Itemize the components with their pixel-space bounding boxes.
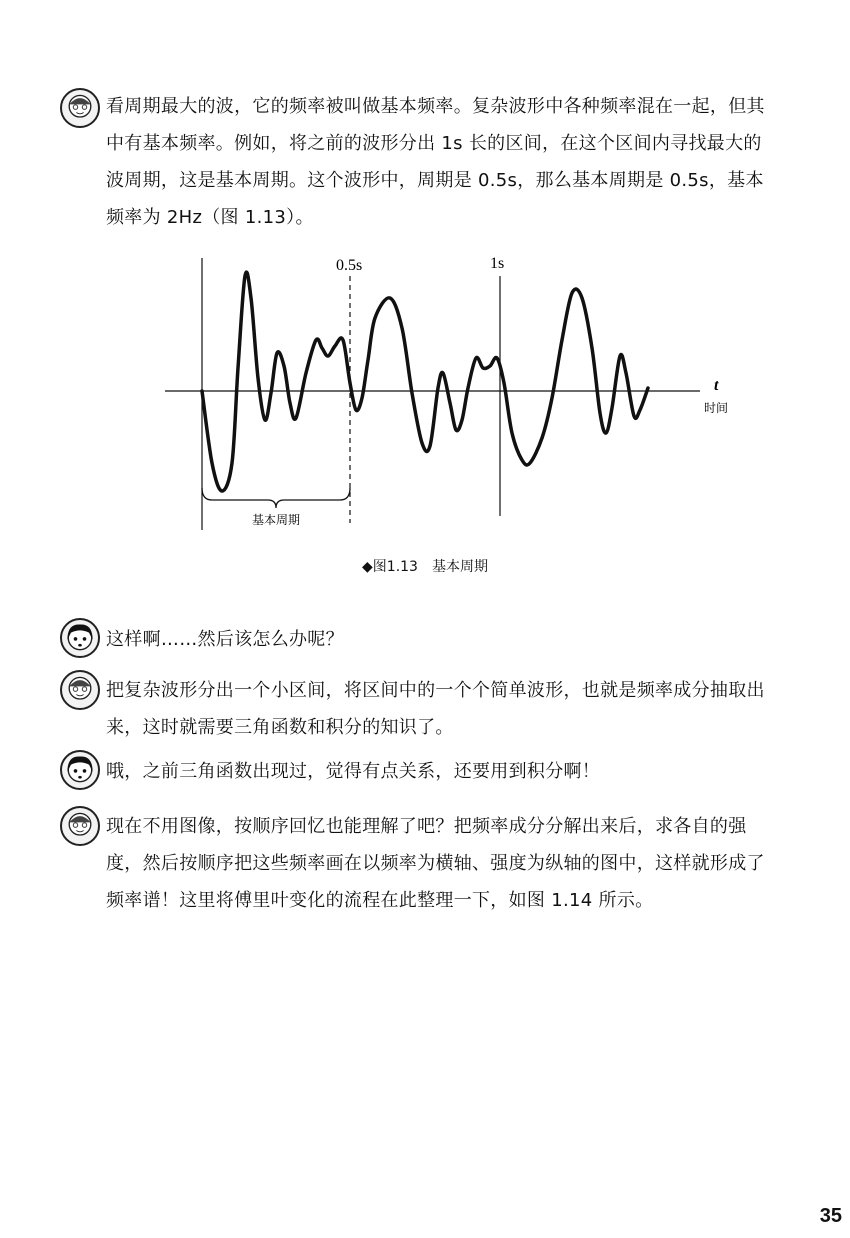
dialogue-3-text: 把复杂波形分出一个小区间，将区间中的一个个简单波形，也就是频率成分抽取出 来，这时就需要三角函数和积分的知识了。 [106, 680, 765, 738]
dialogue-2-text: 这样啊……然后该怎么办呢？ [106, 629, 344, 650]
teacher-avatar-icon [60, 670, 100, 710]
student-avatar-icon [60, 618, 100, 658]
label-half-second: 0.5s [336, 257, 363, 274]
dialogue-5 [60, 806, 820, 926]
student-avatar-icon [60, 750, 100, 790]
label-one-second: 1s [490, 255, 505, 272]
dialogue-2 [60, 618, 820, 662]
axis-name-time: 时间 [704, 401, 729, 415]
teacher-avatar-icon [60, 88, 100, 128]
fundamental-period-figure [150, 248, 750, 538]
dialogue-3 [60, 668, 820, 748]
axis-variable-t: t [714, 377, 719, 394]
dialogue-5-text: 现在不用图像，按顺序回忆也能理解了吧？把频率成分分解出来后，求各自的强 度，然后按顺序把这些频率画在以频率为横轴、强度为纵轴的图中，这样就形成了 频率谱！这里将傅里叶变化的流程在此整理一下，如图 1.14 所示。 [106, 816, 765, 911]
dialogue-4 [60, 750, 820, 794]
figure-caption: ◆图1.13 基本周期 [362, 559, 488, 575]
brace-label: 基本周期 [251, 513, 301, 527]
dialogue-1 [60, 84, 820, 244]
page-number: 35 [819, 1205, 842, 1227]
teacher-avatar-icon [60, 806, 100, 846]
dialogue-4-text: 哦，之前三角函数出现过，觉得有点关系，还要用到积分啊！ [106, 761, 601, 782]
dialogue-1-text: 看周期最大的波，它的频率被叫做基本频率。复杂波形中各种频率混在一起，但其 中有基本频率。例如，将之前的波形分出 1s 长的区间，在这个区间内寻找最大的 波周期，这是基本周期。这个波形中，周期是 0.5s，那么基本周期是 0.5s，基本 频率为 2Hz（图 1.13）。 [106, 96, 765, 228]
waveform-curve [202, 272, 648, 491]
